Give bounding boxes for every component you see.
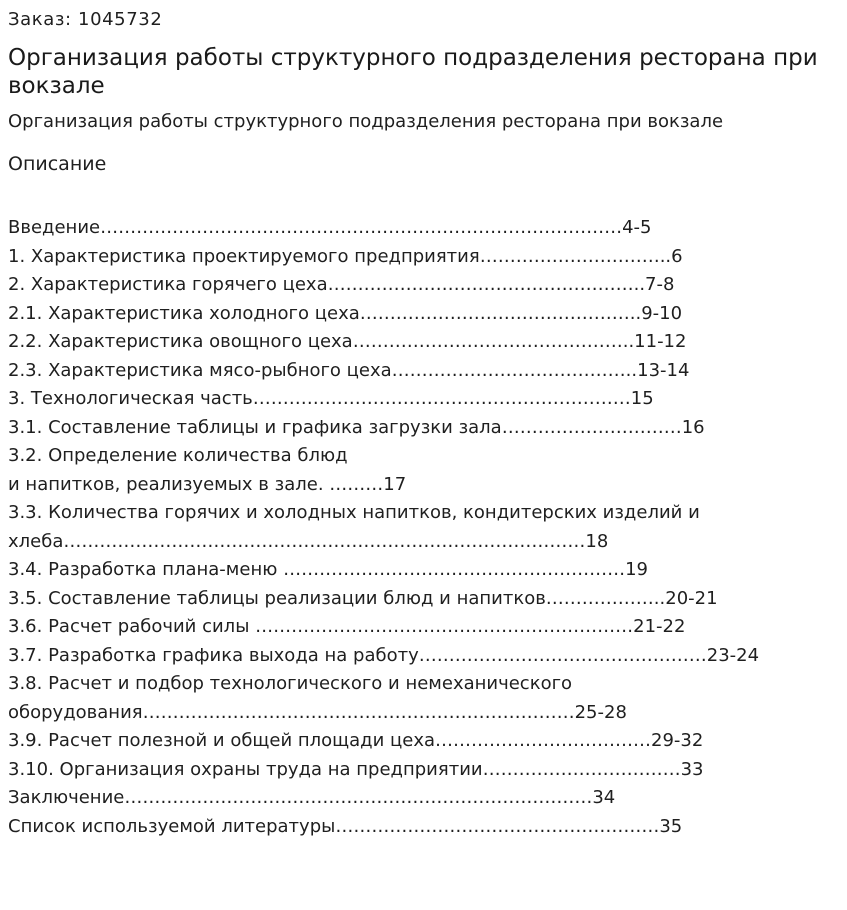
page-subtitle: Организация работы структурного подразделения ресторана при вокзале bbox=[8, 111, 724, 132]
toc-line: 3.2. Определение количества блюд bbox=[8, 445, 348, 466]
toc-line: 3.4. Разработка плана-меню …………………………………………………19 bbox=[8, 559, 649, 580]
toc-line: 2.3. Характеристика мясо-рыбного цеха…………………………………..13-14 bbox=[8, 359, 690, 381]
page-title: Организация работы структурного подразделения ресторана при вокзале bbox=[8, 45, 818, 99]
toc-line: 3. Технологическая часть………………………………………………………15 bbox=[8, 388, 654, 409]
description-heading: Описание bbox=[8, 153, 107, 175]
toc-line: 3.6. Расчет рабочий силы ………………………………………………………21-22 bbox=[8, 616, 686, 637]
toc-line: 3.7. Разработка графика выхода на работу…………………………………………23-24 bbox=[8, 644, 760, 666]
toc-line: Введение……………………………………………………………………………4-5 bbox=[8, 217, 652, 238]
toc-line: 3.9. Расчет полезной и общей площади цеха………………………………29-32 bbox=[8, 730, 704, 751]
toc-line: Заключение……………………………………………………………………34 bbox=[8, 787, 616, 808]
toc-line: Список используемой литературы………………………………………………35 bbox=[8, 815, 683, 837]
toc-line: хлеба……………………………………………………………………………18 bbox=[8, 530, 609, 552]
toc-line: 1. Характеристика проектируемого предприятия…………………………..6 bbox=[8, 245, 683, 267]
toc-line: 3.10. Организация охраны труда на предприятии……………………………33 bbox=[8, 758, 704, 780]
toc-line: 3.3. Количества горячих и холодных напитков, кондитерских изделий и bbox=[8, 502, 700, 523]
toc-line: 2.2. Характеристика овощного цеха………………………………………..11-12 bbox=[8, 331, 687, 352]
toc-line: и напитков, реализуемых в зале. ………17 bbox=[8, 473, 407, 495]
toc-line: 3.8. Расчет и подбор технологического и немеханического bbox=[8, 673, 573, 694]
table-of-contents bbox=[8, 214, 839, 841]
toc-line: 3.5. Составление таблицы реализации блюд и напитков………………..20-21 bbox=[8, 587, 718, 609]
toc-line: 2.1. Характеристика холодного цеха………………………………………..9-10 bbox=[8, 302, 683, 324]
toc-line: 2. Характеристика горячего цеха……………………………………………..7-8 bbox=[8, 274, 675, 295]
order-number: Заказ: 1045732 bbox=[8, 9, 163, 30]
toc-line: 3.1. Составление таблицы и графика загрузки зала…………………………16 bbox=[8, 416, 705, 438]
toc-line: оборудования………………………………………………………………25-28 bbox=[8, 701, 627, 723]
